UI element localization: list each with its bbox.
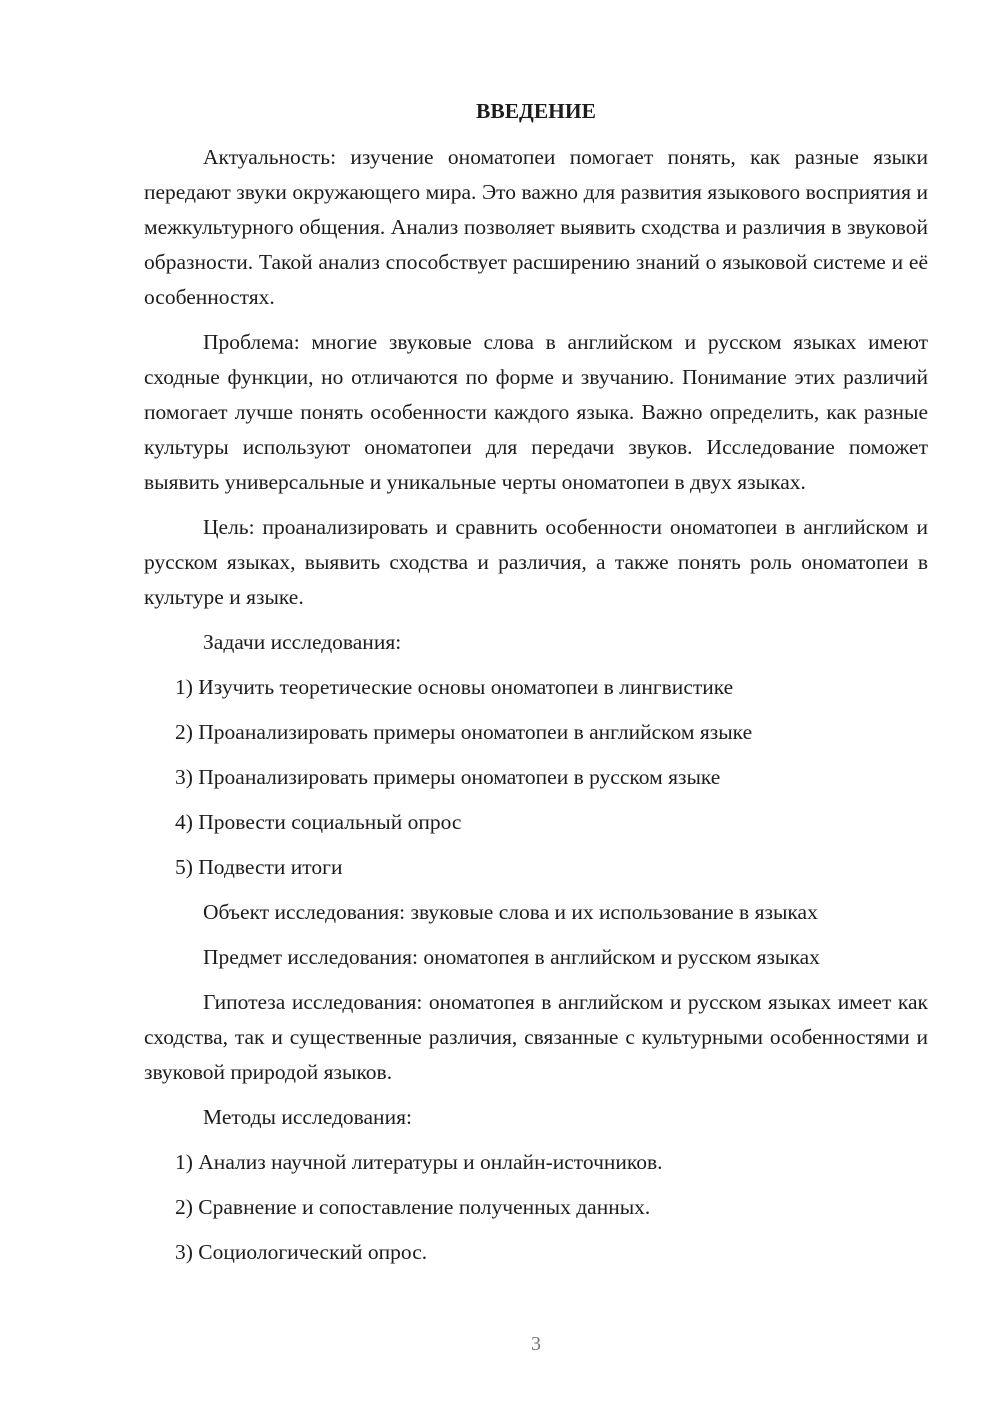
tasks-label: Задачи исследования:: [203, 630, 402, 654]
tasks-list: [144, 670, 928, 885]
subject-line: Предмет исследования: ономатопея в английском и русском языках: [203, 945, 820, 969]
methods-list: [144, 1145, 928, 1270]
relevance-paragraph: Актуальность: изучение ономатопеи помогает понять, как разные языки передают звуки окружающего мира. Это важно для развития языкового восприятия и межкультурного общения. Анализ позволяет выявить сходства и различия в звуковой образности. Такой анализ способствует расширению знаний о языковой системе и её особенностях.: [144, 145, 928, 309]
object-line: Объект исследования: звуковые слова и их использование в языках: [203, 900, 818, 924]
list-item: 2) Сравнение и сопоставление полученных данных.: [175, 1195, 651, 1219]
goal-paragraph: Цель: проанализировать и сравнить особенности ономатопеи в английском и русском языках, выявить сходства и различия, а также понять роль ономатопеи в культуре и языке.: [144, 515, 928, 609]
document-page: [144, 96, 928, 1280]
page-title: ВВЕДЕНИЕ: [476, 99, 596, 123]
list-item: 5) Подвести итоги: [175, 855, 343, 879]
list-item: 3) Проанализировать примеры ономатопеи в русском языке: [175, 765, 721, 789]
methods-label: Методы исследования:: [203, 1105, 412, 1129]
list-item: 1) Изучить теоретические основы ономатопеи в лингвистике: [175, 675, 734, 699]
list-item: 1) Анализ научной литературы и онлайн-источников.: [175, 1150, 663, 1174]
page-number: 3: [531, 1333, 541, 1355]
problem-paragraph: Проблема: многие звуковые слова в английском и русском языках имеют сходные функции, но отличаются по форме и звучанию. Понимание этих различий помогает лучше понять особенности каждого языка. Важно определить, как разные культуры используют ономатопеи для передачи звуков. Исследование поможет выявить универсальные и уникальные черты ономатопеи в двух языках.: [144, 330, 928, 494]
list-item: 4) Провести социальный опрос: [175, 810, 462, 834]
list-item: 2) Проанализировать примеры ономатопеи в английском языке: [175, 720, 753, 744]
list-item: 3) Социологический опрос.: [175, 1240, 428, 1264]
hypothesis-paragraph: Гипотеза исследования: ономатопея в английском и русском языках имеет как сходства, так и существенные различия, связанные с культурными особенностями и звуковой природой языков.: [144, 990, 928, 1084]
